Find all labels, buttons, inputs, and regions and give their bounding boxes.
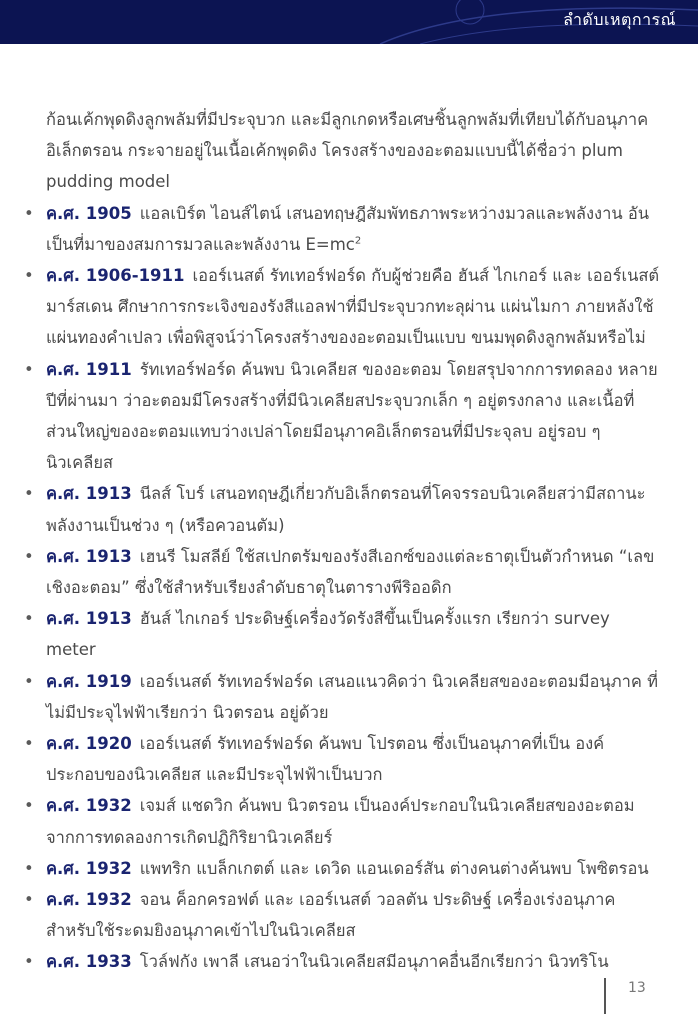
timeline-list bbox=[22, 198, 662, 978]
entry-text: แอลเบิร์ต ไอนส์ไตน์ เสนอทฤษฎีสัมพัทธภาพระหว่างมวลและพลังงาน อันเป็นที่มาของสมการมวลและพลังงาน E=mc bbox=[46, 203, 650, 254]
timeline-entry bbox=[22, 853, 662, 884]
entry-year: ค.ศ. 1911 bbox=[46, 359, 132, 379]
entry-year: ค.ศ. 1932 bbox=[46, 858, 132, 878]
entry-text: เออร์เนสต์ รัทเทอร์ฟอร์ด เสนอแนวคิดว่า นิวเคลียสของอะตอมมีอนุภาค ที่ไม่มีประจุไฟฟ้าเรียกว่า นิวตรอน อยู่ด้วย bbox=[46, 671, 658, 722]
entry-text: ฮันส์ ไกเกอร์ ประดิษฐ์เครื่องวัดรังสีขึ้นเป็นครั้งแรก เรียกว่า survey meter bbox=[46, 609, 610, 660]
timeline-content bbox=[22, 104, 662, 978]
entry-text: รัทเทอร์ฟอร์ด ค้นพบ นิวเคลียส ของอะตอม โดยสรุปจากการทดลอง หลายปีที่ผ่านมา ว่าอะตอมมีโครงสร้างที่มีนิวเคลียสประจุบวกเล็ก ๆ อยู่ตรงกลาง และเนื้อที่ส่วนใหญ่ของอะตอมแทบว่างเปล่าโดยมีอนุภาคอิเล็กตรอนที่มีประจุลบ อยู่รอบ ๆ นิวเคลียส bbox=[46, 359, 658, 473]
entry-year: ค.ศ. 1933 bbox=[46, 952, 132, 972]
timeline-entry bbox=[22, 884, 662, 946]
entry-text: จอน ค็อกครอฟต์ และ เออร์เนสต์ วอลตัน ประดิษฐ์ เครื่องเร่งอนุภาค สำหรับใช้ระดมยิงอนุภาคเข้าไปในนิวเคลียส bbox=[46, 890, 616, 941]
entry-year: ค.ศ. 1919 bbox=[46, 671, 132, 691]
entry-text: เจมส์ แชดวิก ค้นพบ นิวตรอน เป็นองค์ประกอบในนิวเคลียสของอะตอม จากการทดลองการเกิดปฏิกิริยานิวเคลียร์ bbox=[46, 796, 635, 847]
entry-year: ค.ศ. 1906-1911 bbox=[46, 266, 185, 286]
entry-year: ค.ศ. 1920 bbox=[46, 734, 132, 754]
entry-year: ค.ศ. 1932 bbox=[46, 796, 132, 816]
page-number: 13 bbox=[628, 980, 646, 996]
entry-year: ค.ศ. 1913 bbox=[46, 484, 132, 504]
entry-year: ค.ศ. 1932 bbox=[46, 890, 132, 910]
bullet-icon: • bbox=[24, 796, 34, 816]
entry-text: เฮนรี โมสลีย์ ใช้สเปกตรัมของรังสีเอกซ์ของแต่ละธาตุเป็นตัวกำหนด “เลขเชิงอะตอม” ซึ่งใช้สำหรับเรียงลำดับธาตุในตารางพีริออดิก bbox=[46, 546, 655, 598]
bullet-icon: • bbox=[24, 858, 34, 878]
bullet-icon: • bbox=[24, 734, 34, 754]
bullet-icon: • bbox=[24, 359, 34, 379]
intro-paragraph: ก้อนเค้กพุดดิงลูกพลัมที่มีประจุบวก และมีลูกเกดหรือเศษชิ้นลูกพลัมที่เทียบได้กับอนุภาค อิเล็กตรอน กระจายอยู่ในเนื้อเค้กพุดดิง โครงสร้างของอะตอมแบบนี้ได้ชื่อว่า plum pudding model bbox=[46, 110, 649, 192]
entry-text: เออร์เนสต์ รัทเทอร์ฟอร์ด กับผู้ช่วยคือ ฮันส์ ไกเกอร์ และ เออร์เนสต์ มาร์สเดน ศึกษาการกระเจิงของรังสีแอลฟาที่มีประจุบวกทะลุผ่าน แผ่นไมกา ภายหลังใช้แผ่นทองคำเปลว เพื่อพิสูจน์ว่าโครงสร้างของอะตอมเป็นแบบ ขนมพุดดิงลูกพลัมหรือไม่ bbox=[46, 266, 660, 348]
entry-text: แพทริก แบล็กเกตต์ และ เดวิด แอนเดอร์สัน ต่างคนต่างค้นพบ โพซิตรอน bbox=[139, 858, 649, 878]
timeline-entry bbox=[22, 728, 662, 790]
timeline-entry bbox=[22, 666, 662, 728]
entry-year: ค.ศ. 1913 bbox=[46, 546, 132, 566]
entry-year: ค.ศ. 1905 bbox=[46, 203, 132, 223]
timeline-entry bbox=[22, 790, 662, 852]
section-title: ลำดับเหตุการณ์ bbox=[563, 10, 676, 29]
timeline-entry bbox=[22, 198, 662, 260]
bullet-icon: • bbox=[24, 266, 34, 286]
entry-text: โวล์ฟกัง เพาลี เสนอว่าในนิวเคลียสมีอนุภาคอื่นอีกเรียกว่า นิวทริโน bbox=[139, 952, 609, 972]
timeline-entry bbox=[22, 260, 662, 354]
bullet-icon: • bbox=[24, 671, 34, 691]
page-header bbox=[0, 0, 698, 44]
bullet-icon: • bbox=[24, 546, 34, 566]
entry-text: นีลส์ โบร์ เสนอทฤษฎีเกี่ยวกับอิเล็กตรอนที่โคจรรอบนิวเคลียสว่ามีสถานะ พลังงานเป็นช่วง ๆ (หรือควอนตัม) bbox=[46, 484, 646, 535]
bullet-icon: • bbox=[24, 609, 34, 629]
bullet-icon: • bbox=[24, 890, 34, 910]
footer-divider bbox=[604, 978, 606, 1014]
timeline-entry bbox=[22, 603, 662, 665]
timeline-entry bbox=[22, 354, 662, 479]
bullet-icon: • bbox=[24, 952, 34, 972]
bullet-icon: • bbox=[24, 203, 34, 223]
timeline-entry bbox=[22, 541, 662, 603]
superscript: 2 bbox=[354, 235, 362, 247]
timeline-entry bbox=[22, 946, 662, 977]
bullet-icon: • bbox=[24, 484, 34, 504]
timeline-entry bbox=[22, 478, 662, 540]
entry-year: ค.ศ. 1913 bbox=[46, 609, 132, 629]
entry-text: เออร์เนสต์ รัทเทอร์ฟอร์ด ค้นพบ โปรตอน ซึ่งเป็นอนุภาคที่เป็น องค์ประกอบของนิวเคลียส และมีประจุไฟฟ้าเป็นบวก bbox=[46, 734, 605, 785]
